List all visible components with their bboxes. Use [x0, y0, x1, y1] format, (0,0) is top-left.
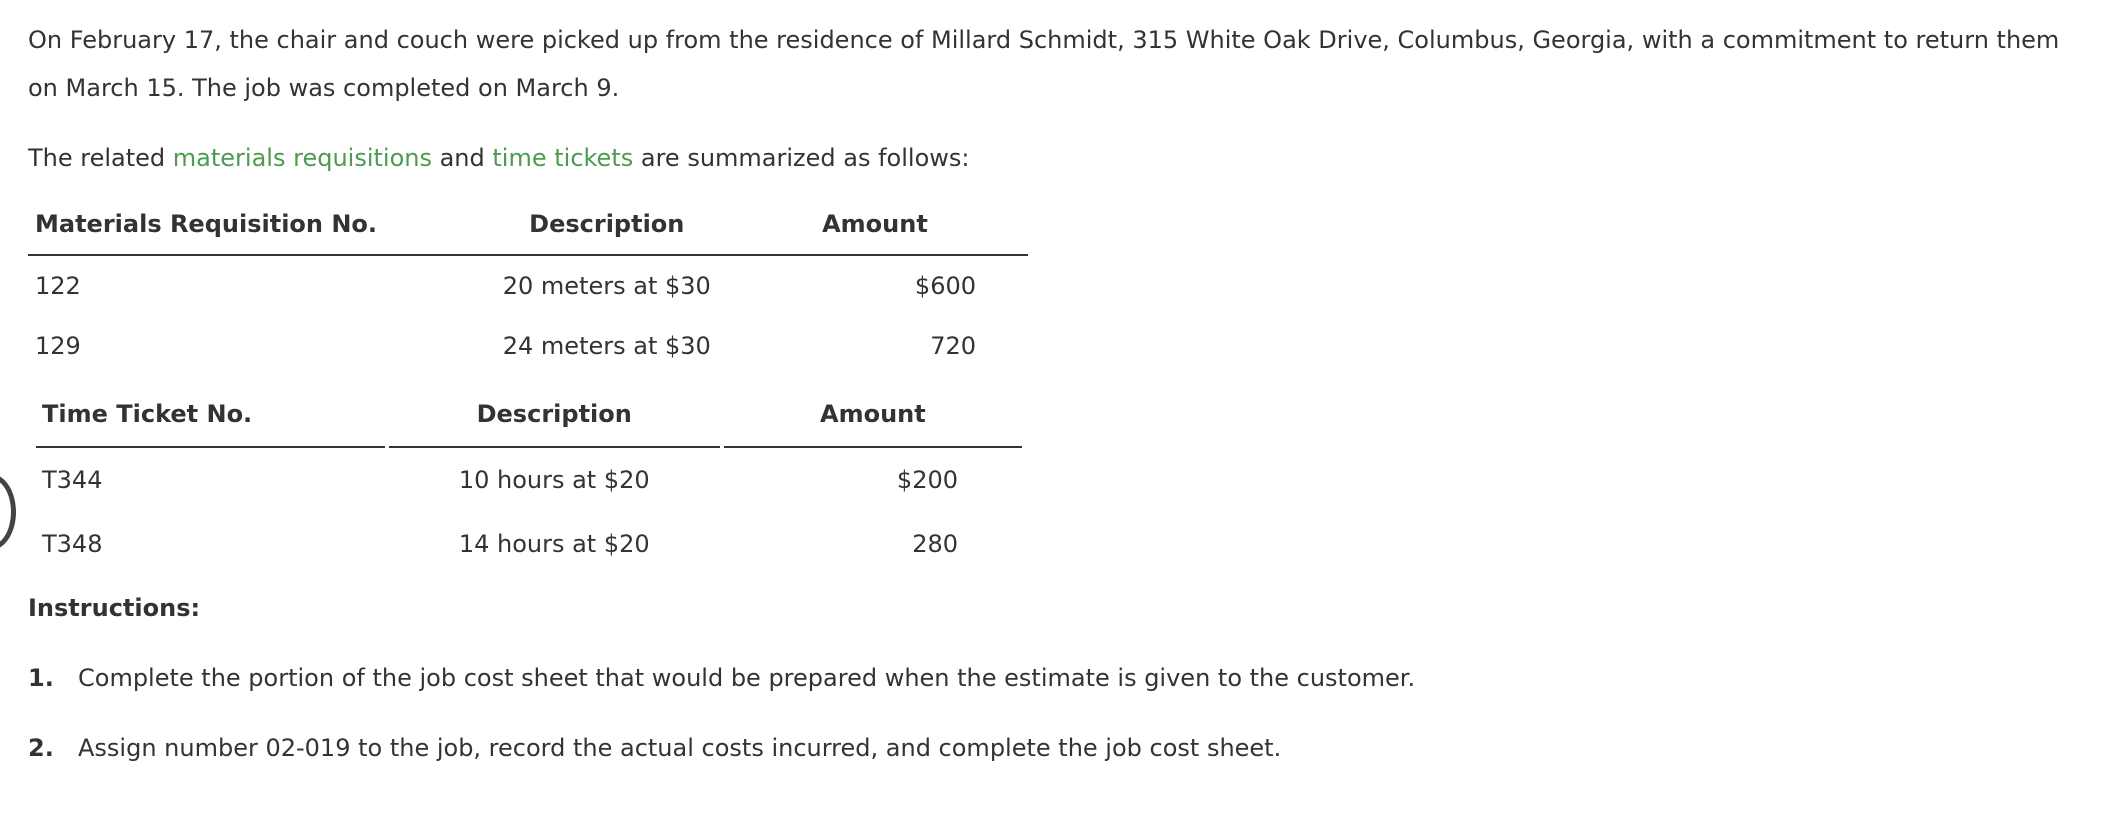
table-row	[28, 256, 1028, 316]
amount-cell: $600	[914, 272, 976, 300]
description-cell: 14 hours at $20	[458, 530, 650, 558]
table-row	[28, 316, 1028, 376]
materials-requisition-table	[28, 194, 1028, 376]
summary-middle: and	[431, 144, 493, 172]
column-header-description: Description	[389, 382, 720, 448]
summary-paragraph	[28, 134, 2088, 182]
instruction-item	[28, 728, 1281, 768]
column-header-requisition-no: Materials Requisition No.	[28, 194, 492, 256]
instruction-item	[28, 658, 1415, 698]
instruction-text: Assign number 02-019 to the job, record the actual costs incurred, and complete the job cost sheet.	[78, 734, 1282, 762]
table-row	[36, 512, 1022, 576]
materials-requisitions-link[interactable]: materials requisitions	[172, 144, 432, 172]
table-row	[36, 448, 1022, 512]
time-ticket-table	[32, 382, 1026, 576]
description-cell: 20 meters at $30	[502, 272, 711, 300]
requisition-number-cell: 129	[35, 332, 81, 360]
summary-prefix: The related	[28, 144, 173, 172]
table-header-row	[28, 194, 1028, 256]
description-cell: 24 meters at $30	[502, 332, 711, 360]
instruction-number: 1.	[28, 664, 54, 692]
column-header-amount: Amount	[722, 194, 1028, 256]
intro-paragraph: On February 17, the chair and couch were picked up from the residence of Millard Schmidt, 315 White Oak Drive, Columbus, Georgia, with a commitment to return them on March 15. The job was completed on March 9.	[28, 26, 2060, 102]
instruction-number: 2.	[28, 734, 54, 762]
column-header-description: Description	[492, 194, 722, 256]
instructions-heading: Instructions:	[28, 594, 201, 622]
requisition-number-cell: 122	[35, 272, 81, 300]
column-header-amount: Amount	[724, 382, 1022, 448]
time-ticket-number-cell: T348	[42, 530, 103, 558]
partial-circle-decoration	[0, 474, 16, 550]
amount-cell: $200	[896, 466, 958, 494]
amount-cell: 280	[912, 530, 958, 558]
summary-suffix: are summarized as follows:	[633, 144, 970, 172]
amount-cell: 720	[930, 332, 976, 360]
table-header-row	[36, 382, 1022, 448]
time-ticket-number-cell: T344	[42, 466, 103, 494]
column-header-time-ticket-no: Time Ticket No.	[36, 382, 385, 448]
time-tickets-link[interactable]: time tickets	[492, 144, 634, 172]
instruction-text: Complete the portion of the job cost sheet that would be prepared when the estimate is given to the customer.	[78, 664, 1416, 692]
description-cell: 10 hours at $20	[458, 466, 650, 494]
